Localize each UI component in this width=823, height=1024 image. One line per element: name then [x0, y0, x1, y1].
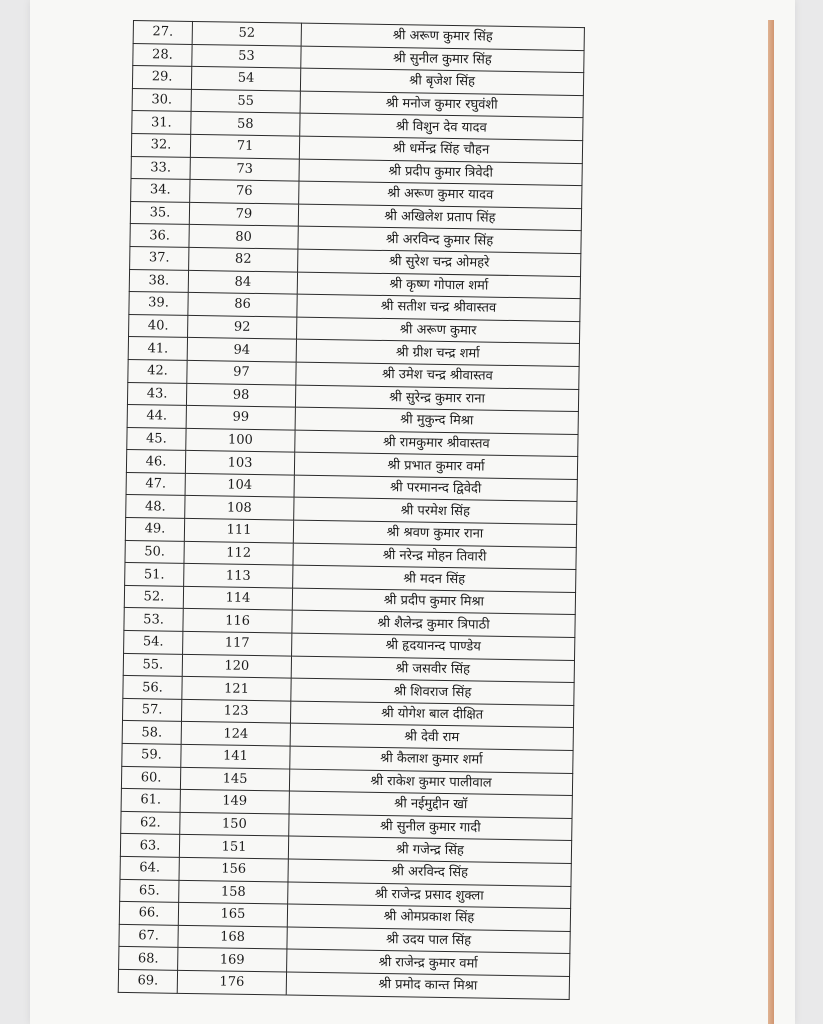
- name-cell: श्री ओमप्रकाश सिंह: [287, 904, 570, 931]
- code-cell: 84: [188, 270, 297, 294]
- code-cell: 52: [192, 21, 301, 45]
- serial-number-cell: 33.: [131, 156, 190, 180]
- name-cell: श्री रामकुमार श्रीवास्तव: [295, 430, 578, 457]
- serial-number-cell: 65.: [120, 879, 179, 903]
- serial-number-cell: 46.: [126, 450, 185, 474]
- serial-number-cell: 45.: [127, 427, 186, 451]
- page-edge: [768, 20, 774, 1024]
- code-cell: 86: [188, 293, 297, 317]
- name-cell: श्री शिवराज सिंह: [291, 678, 574, 705]
- serial-number-cell: 59.: [122, 743, 181, 767]
- serial-number-cell: 31.: [132, 111, 191, 135]
- code-cell: 116: [183, 609, 292, 633]
- code-cell: 117: [183, 631, 292, 655]
- serial-number-cell: 50.: [125, 540, 184, 564]
- code-cell: 103: [185, 451, 294, 475]
- code-cell: 123: [181, 699, 290, 723]
- name-cell: श्री नईमुद्दीन खॉ: [289, 791, 572, 818]
- code-cell: 99: [186, 405, 295, 429]
- code-cell: 97: [187, 360, 296, 384]
- serial-number-cell: 62.: [121, 811, 180, 835]
- name-cell: श्री शैलेन्द्र कुमार त्रिपाठी: [292, 611, 575, 638]
- name-cell: श्री अरविन्द सिंह: [288, 859, 571, 886]
- serial-number-cell: 51.: [125, 563, 184, 587]
- code-cell: 82: [189, 247, 298, 271]
- code-cell: 112: [184, 541, 293, 565]
- name-cell: श्री प्रदीप कुमार त्रिवेदी: [299, 159, 582, 186]
- code-cell: 80: [189, 225, 298, 249]
- serial-number-cell: 67.: [119, 924, 178, 948]
- serial-number-cell: 35.: [130, 201, 189, 225]
- code-cell: 176: [177, 970, 286, 994]
- name-cell: श्री नरेन्द्र मोहन तिवारी: [293, 543, 576, 570]
- serial-number-cell: 42.: [128, 359, 187, 383]
- name-cell: श्री कृष्ण गोपाल शर्मा: [297, 272, 580, 299]
- code-cell: 151: [179, 835, 288, 859]
- code-cell: 156: [179, 857, 288, 881]
- serial-number-cell: 32.: [131, 133, 190, 157]
- code-cell: 76: [190, 180, 299, 204]
- code-cell: 53: [192, 44, 301, 68]
- code-cell: 150: [180, 812, 289, 836]
- serial-number-cell: 47.: [126, 472, 185, 496]
- name-cell: श्री विशुन देव यादव: [300, 114, 583, 141]
- code-cell: 149: [180, 790, 289, 814]
- serial-number-cell: 36.: [130, 224, 189, 248]
- name-cell: श्री मनोज कुमार रघुवंशी: [300, 91, 583, 118]
- code-cell: 73: [190, 157, 299, 181]
- code-cell: 71: [190, 134, 299, 158]
- name-cell: श्री सतीश चन्द्र श्रीवास्तव: [297, 294, 580, 321]
- name-cell: श्री उदय पाल सिंह: [287, 927, 570, 954]
- code-cell: 58: [191, 112, 300, 136]
- serial-number-cell: 49.: [125, 518, 184, 542]
- code-cell: 55: [191, 89, 300, 113]
- code-cell: 79: [189, 202, 298, 226]
- name-cell: श्री मुकुन्द मिश्रा: [295, 407, 578, 434]
- code-cell: 120: [182, 654, 291, 678]
- serial-number-cell: 48.: [126, 495, 185, 519]
- name-cell: श्री सुरेन्द्र कुमार राना: [295, 385, 578, 412]
- serial-number-cell: 61.: [121, 789, 180, 813]
- name-cell: श्री प्रमोद कान्त मिश्रा: [286, 972, 569, 999]
- code-cell: 108: [185, 496, 294, 520]
- name-cell: श्री सुनील कुमार गादी: [289, 814, 572, 841]
- serial-number-cell: 27.: [133, 21, 192, 45]
- serial-number-cell: 28.: [133, 43, 192, 67]
- serial-number-cell: 66.: [119, 902, 178, 926]
- code-cell: 141: [181, 744, 290, 768]
- serial-number-cell: 30.: [132, 88, 191, 112]
- serial-number-cell: 55.: [123, 653, 182, 677]
- name-cell: श्री हृदयानन्द पाण्डेय: [292, 633, 575, 660]
- name-cell: श्री ग्रीश चन्द्र शर्मा: [296, 339, 579, 366]
- code-cell: 111: [184, 518, 293, 542]
- name-cell: श्री बृजेश सिंह: [300, 68, 583, 95]
- code-cell: 145: [180, 767, 289, 791]
- serial-number-cell: 38.: [129, 269, 188, 293]
- name-cell: श्री उमेश चन्द्र श्रीवास्तव: [296, 362, 579, 389]
- roster-table-body: [118, 21, 584, 999]
- name-cell: श्री अरूण कुमार यादव: [299, 181, 582, 208]
- code-cell: 121: [182, 677, 291, 701]
- name-cell: श्री परमेश सिंह: [294, 498, 577, 525]
- code-cell: 114: [183, 586, 292, 610]
- serial-number-cell: 63.: [120, 834, 179, 858]
- code-cell: 54: [191, 67, 300, 91]
- name-cell: श्री अरविन्द कुमार सिंह: [298, 226, 581, 253]
- name-cell: श्री प्रदीप कुमार मिश्रा: [292, 588, 575, 615]
- serial-number-cell: 56.: [123, 676, 182, 700]
- serial-number-cell: 40.: [129, 314, 188, 338]
- serial-number-cell: 44.: [127, 405, 186, 429]
- serial-number-cell: 34.: [131, 179, 190, 203]
- serial-number-cell: 60.: [121, 766, 180, 790]
- code-cell: 100: [186, 428, 295, 452]
- serial-number-cell: 68.: [119, 947, 178, 971]
- code-cell: 104: [185, 473, 294, 497]
- serial-number-cell: 52.: [124, 585, 183, 609]
- serial-number-cell: 54.: [124, 630, 183, 654]
- serial-number-cell: 29.: [132, 66, 191, 90]
- name-cell: श्री अखिलेश प्रताप सिंह: [298, 204, 581, 231]
- name-cell: श्री योगेश बाल दीक्षित: [290, 701, 573, 728]
- name-cell: श्री राजेन्द्र प्रसाद शुक्ला: [288, 882, 571, 909]
- serial-number-cell: 57.: [122, 698, 181, 722]
- serial-number-cell: 64.: [120, 856, 179, 880]
- name-cell: श्री सुरेश चन्द्र ओमहरे: [298, 249, 581, 276]
- name-cell: श्री राजेन्द्र कुमार वर्मा: [287, 949, 570, 976]
- name-cell: श्री कैलाश कुमार शर्मा: [290, 746, 573, 773]
- name-cell: श्री देवी राम: [290, 723, 573, 750]
- name-cell: श्री गजेन्द्र सिंह: [288, 836, 571, 863]
- serial-number-cell: 39.: [129, 292, 188, 316]
- serial-number-cell: 41.: [128, 337, 187, 361]
- code-cell: 124: [181, 722, 290, 746]
- name-cell: श्री परमानन्द द्विवेदी: [294, 475, 577, 502]
- name-cell: श्री श्रवण कुमार राना: [293, 520, 576, 547]
- serial-number-cell: 43.: [127, 382, 186, 406]
- name-cell: श्री प्रभात कुमार वर्मा: [294, 452, 577, 479]
- name-cell: श्री अरूण कुमार: [297, 317, 580, 344]
- code-cell: 158: [179, 880, 288, 904]
- serial-number-cell: 53.: [124, 608, 183, 632]
- code-cell: 94: [187, 338, 296, 362]
- code-cell: 92: [188, 315, 297, 339]
- name-cell: श्री जसवीर सिंह: [291, 656, 574, 683]
- name-cell: श्री धर्मेन्द्र सिंह चौहन: [299, 136, 582, 163]
- roster-table: [118, 20, 585, 1000]
- serial-number-cell: 69.: [118, 969, 177, 993]
- name-cell: श्री सुनील कुमार सिंह: [301, 46, 584, 73]
- serial-number-cell: 58.: [122, 721, 181, 745]
- serial-number-cell: 37.: [130, 246, 189, 270]
- code-cell: 169: [178, 948, 287, 972]
- code-cell: 113: [184, 564, 293, 588]
- name-cell: श्री राकेश कुमार पालीवाल: [289, 769, 572, 796]
- code-cell: 168: [178, 925, 287, 949]
- code-cell: 98: [186, 383, 295, 407]
- name-cell: श्री मदन सिंह: [293, 565, 576, 592]
- name-cell: श्री अरूण कुमार सिंह: [301, 23, 584, 50]
- code-cell: 165: [178, 902, 287, 926]
